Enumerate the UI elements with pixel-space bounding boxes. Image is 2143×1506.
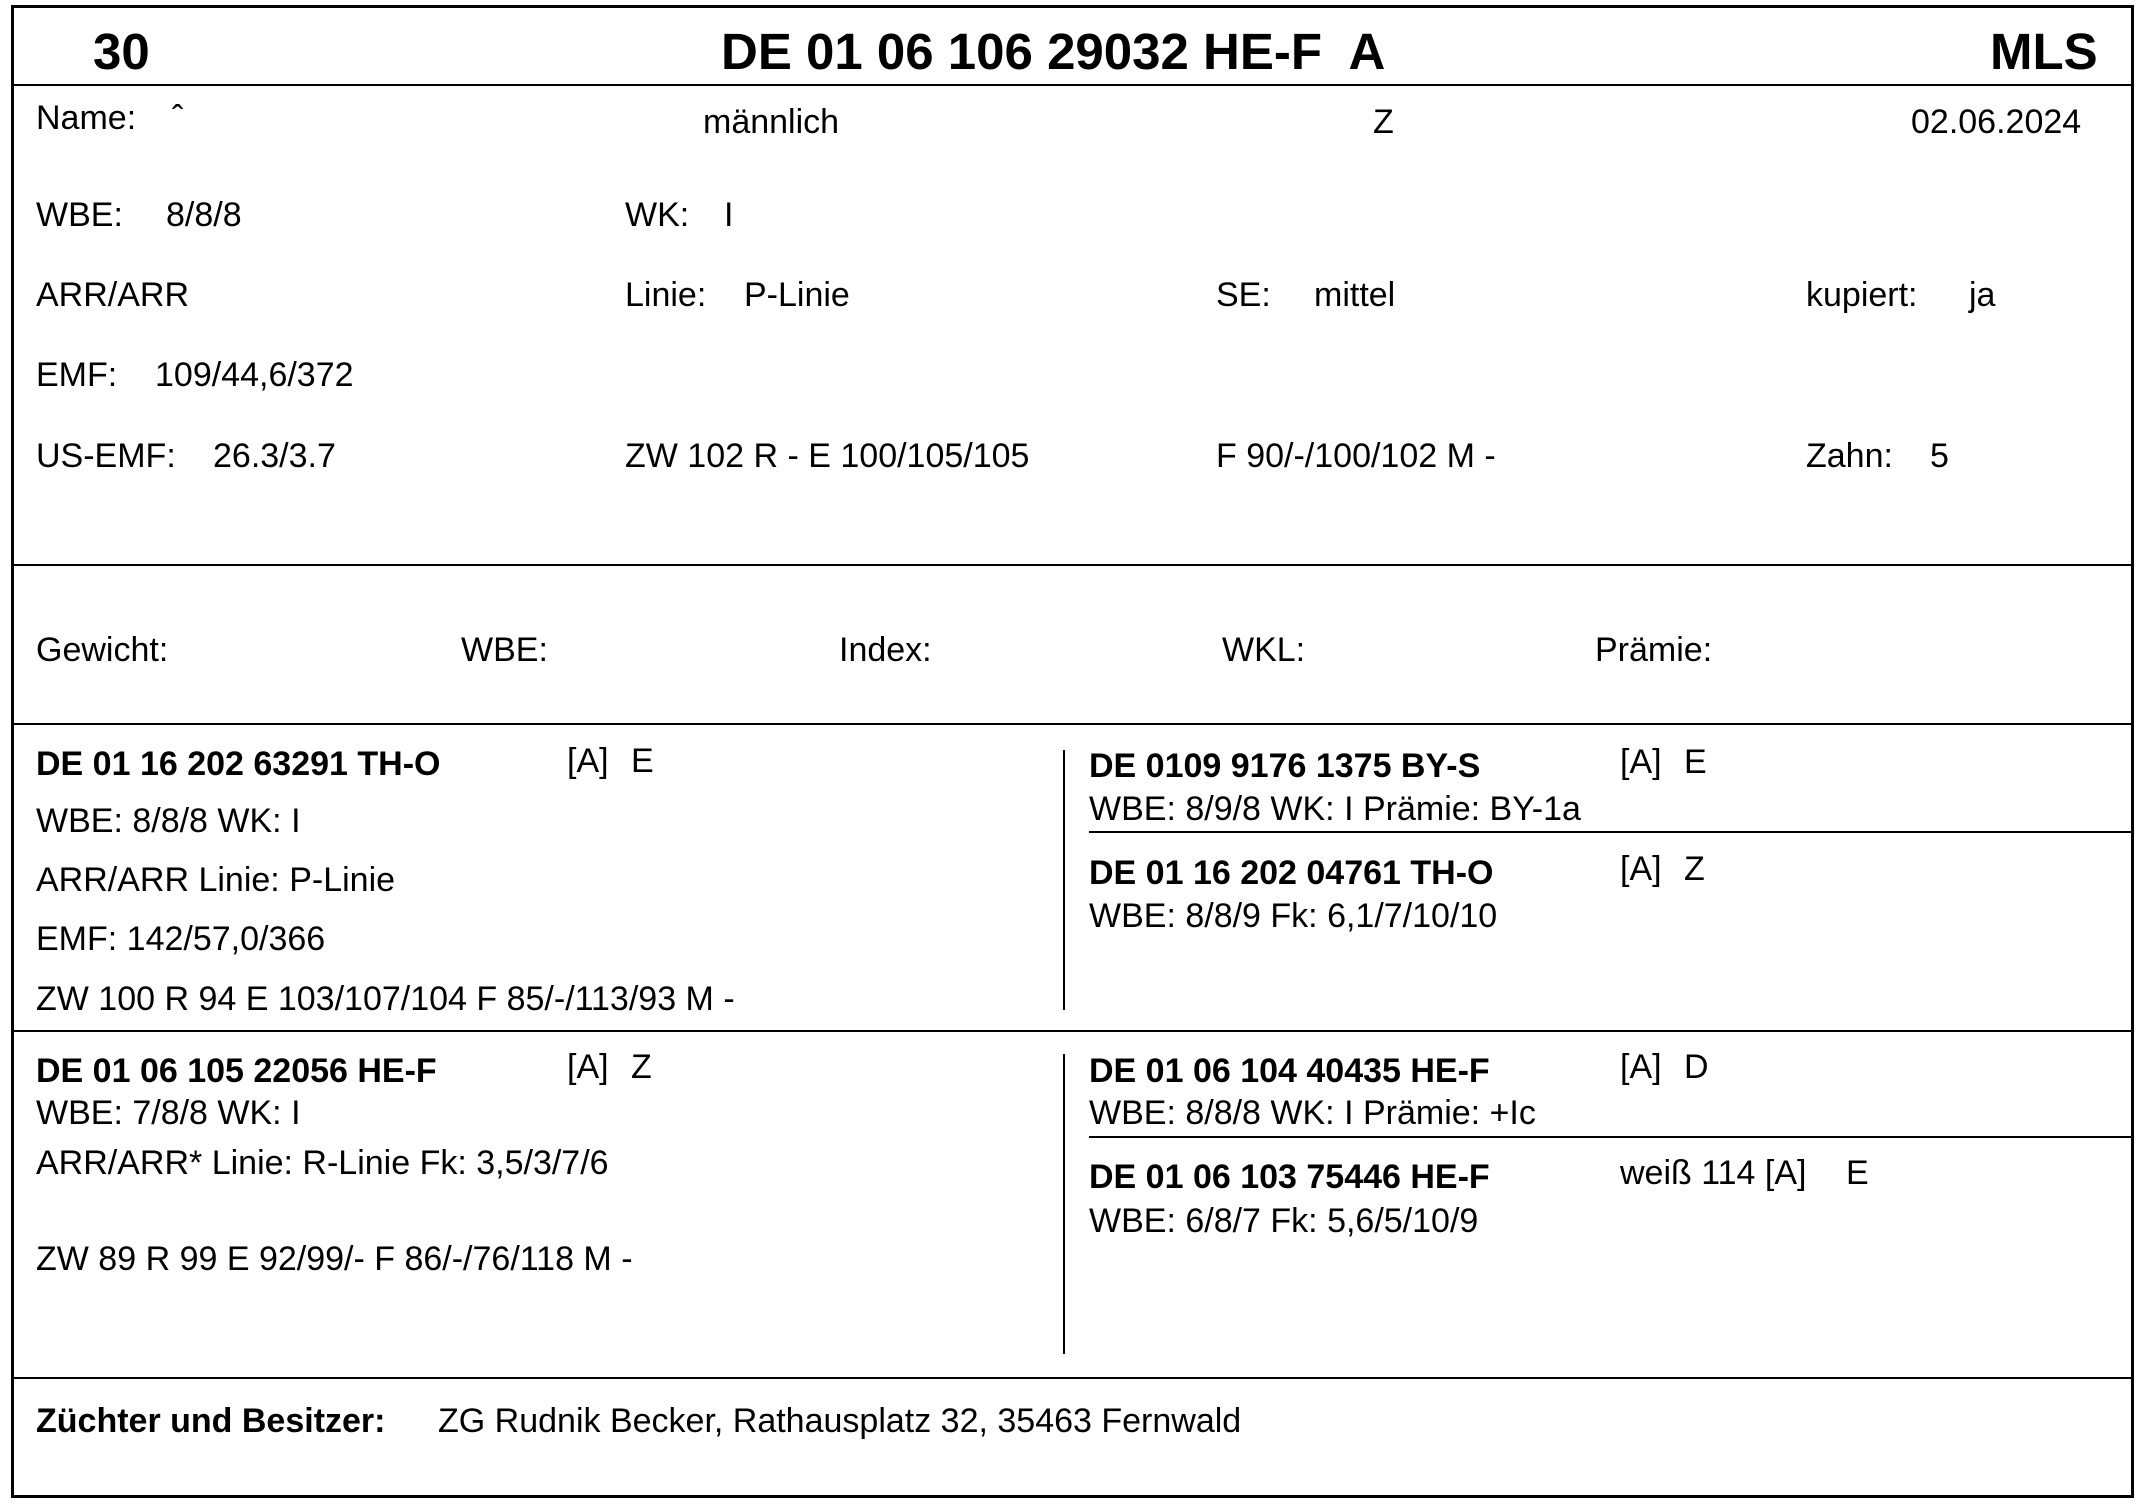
dam-grade: Z <box>631 1048 652 1086</box>
kupiert-value: ja <box>1969 276 1996 314</box>
usemf-label: US-EMF: <box>36 437 176 475</box>
zahn-value: 5 <box>1930 437 1949 475</box>
wk-value: I <box>724 196 734 234</box>
sire-sire-id: DE 0109 9176 1375 BY-S <box>1089 747 1481 785</box>
zahn-label: Zahn: <box>1806 437 1893 475</box>
se-value: mittel <box>1314 276 1396 314</box>
dam-sire-line1: WBE: 8/8/8 WK: I Prämie: +Ic <box>1089 1094 1536 1132</box>
date-value: 02.06.2024 <box>1911 103 2082 141</box>
sire-grade: E <box>631 742 654 780</box>
sire-tag: [A] <box>567 742 609 780</box>
usemf-value: 26.3/3.7 <box>213 437 336 475</box>
sire-sire-tag: [A] <box>1620 743 1662 781</box>
dam-line3: ZW 89 R 99 E 92/99/- F 86/-/76/118 M - <box>36 1240 633 1278</box>
sire-line1: WBE: 8/8/8 WK: I <box>36 802 301 840</box>
f-value: F 90/-/100/102 M - <box>1216 437 1496 475</box>
se-label: SE: <box>1216 276 1271 314</box>
dam-sire-grade: D <box>1684 1048 1709 1086</box>
card-number: 30 <box>93 23 150 80</box>
sex-value: männlich <box>703 103 840 141</box>
linie-label: Linie: <box>625 276 707 314</box>
sire-sire-line1: WBE: 8/9/8 WK: I Prämie: BY-1a <box>1089 790 1581 828</box>
sire-dam-tag: [A] <box>1620 850 1662 888</box>
mark-value: Z <box>1373 103 1394 141</box>
sire-grandparents-divider <box>1089 831 2131 833</box>
eval-divider <box>14 723 2131 725</box>
breeder-value: ZG Rudnik Becker, Rathausplatz 32, 35463 Fernwald <box>438 1402 1242 1440</box>
animal-id: DE 01 06 106 29032 HE-F A <box>721 23 1386 80</box>
dam-column-divider <box>1063 1054 1065 1354</box>
dam-tag: [A] <box>567 1048 609 1086</box>
dam-grandparents-divider <box>1089 1136 2131 1138</box>
sire-dam-grade: Z <box>1684 850 1705 888</box>
dam-dam-extra: weiß 114 [A] <box>1620 1154 1807 1192</box>
name-label: Name: <box>36 99 137 137</box>
dam-dam-grade: E <box>1846 1154 1869 1192</box>
name-value: ˆ <box>172 99 184 137</box>
sire-line3: EMF: 142/57,0/366 <box>36 920 326 958</box>
emf-label: EMF: <box>36 356 118 394</box>
linie-value: P-Linie <box>744 276 850 314</box>
wkl-label: WKL: <box>1222 631 1306 669</box>
sire-sire-grade: E <box>1684 743 1707 781</box>
sire-dam-id: DE 01 16 202 04761 TH-O <box>1089 854 1494 892</box>
wbe-label: WBE: <box>36 196 123 234</box>
dam-dam-line1: WBE: 6/8/7 Fk: 5,6/5/10/9 <box>1089 1202 1479 1240</box>
sire-column-divider <box>1063 750 1065 1010</box>
dam-sire-tag: [A] <box>1620 1048 1662 1086</box>
kupiert-label: kupiert: <box>1806 276 1918 314</box>
wk-label: WK: <box>625 196 690 234</box>
sire-line2: ARR/ARR Linie: P-Linie <box>36 861 396 899</box>
eval-wbe-label: WBE: <box>461 631 548 669</box>
dam-sire-id: DE 01 06 104 40435 HE-F <box>1089 1052 1490 1090</box>
footer-divider <box>14 1377 2131 1379</box>
breeder-label: Züchter und Besitzer: <box>36 1402 386 1440</box>
gewicht-label: Gewicht: <box>36 631 169 669</box>
header-divider <box>14 84 2131 86</box>
dam-id: DE 01 06 105 22056 HE-F <box>36 1052 437 1090</box>
sire-line4: ZW 100 R 94 E 103/107/104 F 85/-/113/93 M - <box>36 980 735 1018</box>
emf-value: 109/44,6/372 <box>155 356 354 394</box>
zw-value: ZW 102 R - E 100/105/105 <box>625 437 1030 475</box>
info-divider <box>14 564 2131 566</box>
sire-dam-section-divider <box>14 1030 2131 1032</box>
arr-value: ARR/ARR <box>36 276 190 314</box>
dam-line1: WBE: 7/8/8 WK: I <box>36 1094 301 1132</box>
breed-code: MLS <box>1990 23 2098 80</box>
dam-line2: ARR/ARR* Linie: R-Linie Fk: 3,5/3/7/6 <box>36 1144 609 1182</box>
pedigree-card <box>11 5 2134 1498</box>
sire-dam-line1: WBE: 8/8/9 Fk: 6,1/7/10/10 <box>1089 897 1498 935</box>
dam-dam-id: DE 01 06 103 75446 HE-F <box>1089 1158 1490 1196</box>
sire-id: DE 01 16 202 63291 TH-O <box>36 745 441 783</box>
praemie-label: Prämie: <box>1595 631 1713 669</box>
wbe-value: 8/8/8 <box>166 196 242 234</box>
index-label: Index: <box>839 631 932 669</box>
